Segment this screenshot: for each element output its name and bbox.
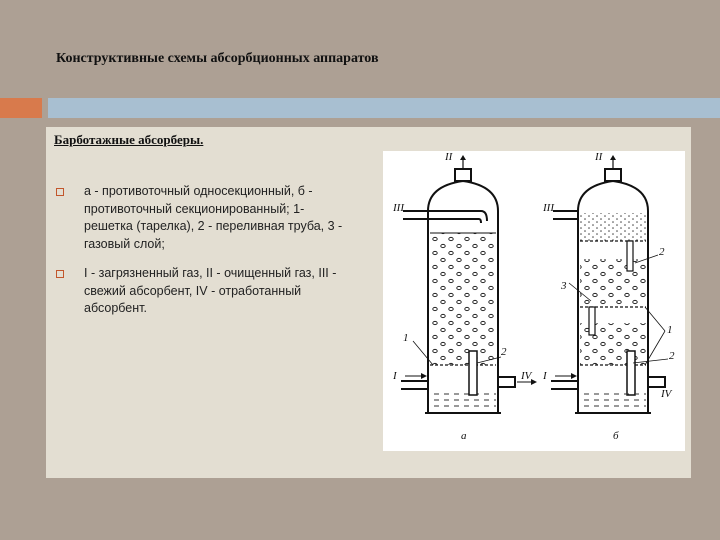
bullet-list	[54, 183, 354, 330]
label-IV-a: IV	[521, 370, 532, 382]
accent-bar-orange	[0, 98, 42, 118]
label-2-b-lower: 2	[669, 350, 675, 362]
label-3-b: 3	[561, 280, 567, 292]
absorber-b	[551, 155, 668, 413]
bullet-text: а - противоточный односекционный, б - противоточный секционированный; 1- решетка (тарелка), 2 - переливная труба, 3 - газовый слой;	[84, 184, 343, 251]
label-I-b: I	[543, 370, 547, 382]
list-item	[54, 183, 354, 253]
label-I-a: I	[393, 370, 397, 382]
square-bullet-icon	[56, 188, 64, 196]
absorber-a	[401, 155, 537, 413]
label-1-a: 1	[403, 332, 409, 344]
label-II-a: II	[445, 151, 453, 163]
absorber-diagram	[383, 151, 685, 451]
accent-bar-blue	[48, 98, 720, 118]
content-panel	[46, 127, 691, 478]
label-III-b: III	[543, 202, 554, 214]
label-II-b: II	[595, 151, 603, 163]
caption-b: б	[613, 430, 619, 442]
bullet-text: I - загрязненный газ, II - очищенный газ, III - свежий абсорбент, IV - отработанный абсорбент.	[84, 266, 337, 315]
label-III-a: III	[393, 202, 404, 214]
square-bullet-icon	[56, 270, 64, 278]
label-2-a: 2	[501, 346, 507, 358]
absorber-diagram-svg	[383, 151, 685, 451]
list-item	[54, 265, 354, 318]
section-subtitle: Барботажные абсорберы.	[54, 132, 204, 147]
slide-title: Конструктивные схемы абсорбционных аппаратов	[56, 51, 379, 66]
label-1-b: 1	[667, 324, 673, 336]
label-2-b-upper: 2	[659, 246, 665, 258]
label-IV-b: IV	[661, 388, 672, 400]
caption-a: а	[461, 430, 467, 442]
